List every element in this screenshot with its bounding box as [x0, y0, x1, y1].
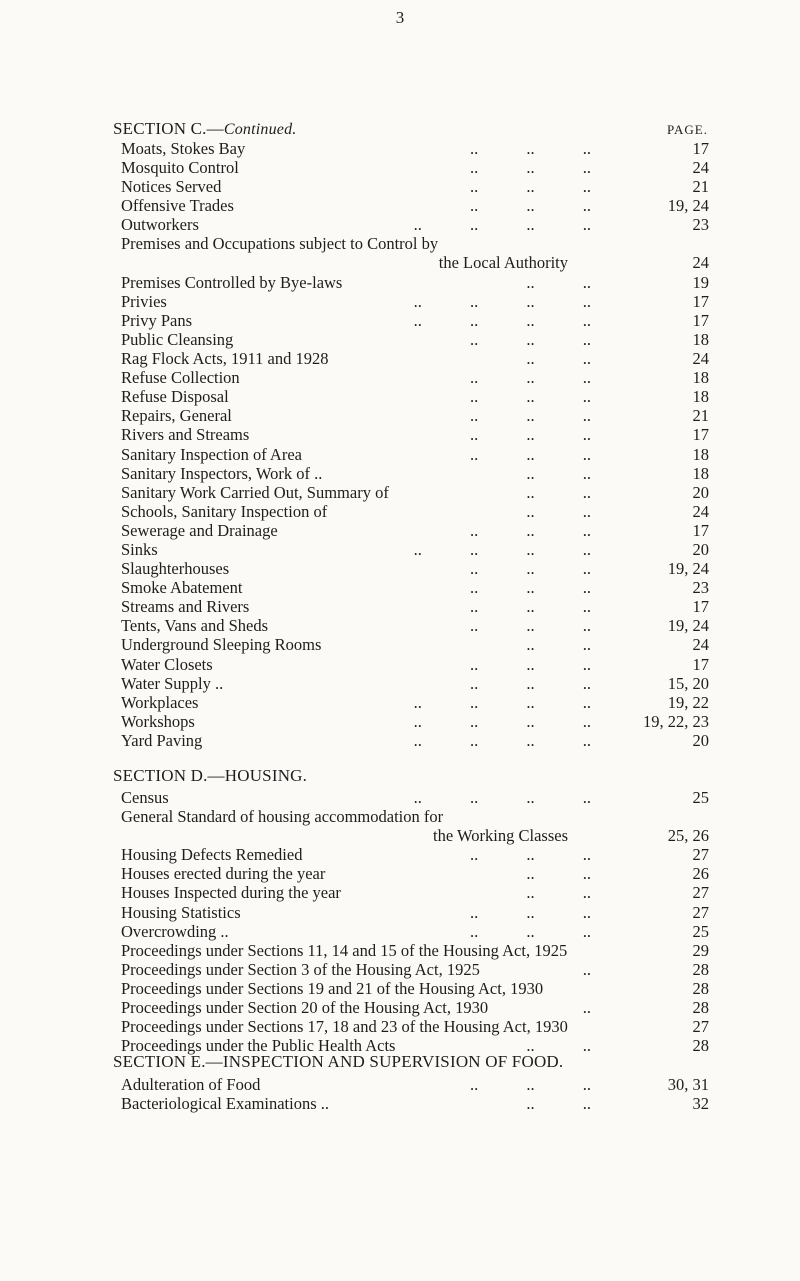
entry-pages: 19, 22 — [667, 692, 709, 712]
index-entry — [121, 807, 711, 845]
entry-pages: 17 — [692, 291, 709, 311]
entry-label: Underground Sleeping Rooms — [121, 635, 322, 655]
index-entry — [121, 1094, 711, 1113]
section-heading-main: SECTION D.—HOUSING. — [113, 766, 308, 785]
leader-dots: .. .. .. — [470, 177, 591, 197]
entry-label: Housing Statistics — [121, 902, 241, 922]
leader-dots: .. .. .. .. — [413, 711, 591, 731]
index-entry — [121, 1017, 711, 1036]
index-entry — [121, 139, 711, 158]
section-heading-main: SECTION C.— — [113, 119, 224, 138]
leader-dots: .. .. .. — [470, 368, 591, 388]
leader-dots: .. .. .. .. — [413, 788, 591, 807]
entry-label: Premises Controlled by Bye-laws — [121, 272, 343, 292]
index-entry — [121, 979, 711, 998]
entry-pages: 27 — [692, 883, 709, 903]
index-entry — [121, 425, 711, 444]
leader-dots: .. .. — [526, 272, 591, 292]
leader-dots: .. .. — [526, 1094, 591, 1114]
index-entry — [121, 158, 711, 177]
entry-label: Privies — [121, 291, 167, 311]
leader-dots: .. .. .. — [470, 139, 591, 158]
index-entry — [121, 464, 711, 483]
leader-dots: .. .. — [526, 349, 591, 369]
entry-pages: 18 — [692, 444, 709, 464]
leader-dots: .. — [582, 998, 591, 1018]
leader-dots: .. .. .. — [470, 196, 591, 216]
entry-label: Bacteriological Examinations .. — [121, 1094, 330, 1114]
leader-dots: .. .. .. .. — [413, 730, 591, 750]
entry-label: Sanitary Work Carried Out, Summary of — [121, 482, 389, 502]
entry-label: Repairs, General — [121, 406, 232, 426]
index-entry — [121, 483, 711, 502]
entry-pages: 20 — [692, 539, 709, 559]
index-entry — [121, 597, 711, 616]
entry-label: Rivers and Streams — [121, 425, 250, 445]
entry-pages: 15, 20 — [667, 673, 709, 693]
entry-label: Offensive Trades — [121, 196, 234, 216]
entry-label: Outworkers — [121, 215, 199, 235]
entry-pages: 18 — [692, 463, 709, 483]
entry-pages: 17 — [692, 310, 709, 330]
entry-label: Sanitary Inspection of Area — [121, 444, 302, 464]
leader-dots: .. .. .. — [470, 597, 591, 617]
entry-label: Proceedings under Section 20 of the Housing Act, 1930 — [121, 998, 489, 1018]
leader-dots: .. .. .. — [470, 444, 591, 464]
index-entry — [121, 368, 711, 387]
leader-dots: .. .. — [526, 482, 591, 502]
entry-pages: 25 — [692, 921, 709, 941]
entry-pages: 19, 24 — [667, 616, 709, 636]
entry-pages: 28 — [692, 1036, 709, 1056]
leader-dots: .. .. — [526, 635, 591, 655]
entry-pages: 24 — [692, 349, 709, 369]
entry-label: Schools, Sanitary Inspection of — [121, 501, 328, 521]
leader-dots: .. .. .. .. — [413, 310, 591, 330]
page-column-header: PAGE. — [666, 122, 708, 137]
entry-pages: 17 — [692, 139, 709, 158]
section-e-entries — [121, 1075, 711, 1113]
index-entry — [121, 215, 711, 234]
leader-dots: .. .. .. — [470, 902, 591, 922]
entry-pages: 25, 26 — [667, 826, 709, 846]
entry-label: Privy Pans — [121, 310, 193, 330]
index-entry — [121, 559, 711, 578]
index-entry — [121, 273, 711, 292]
index-entry — [121, 616, 711, 635]
entry-label: Mosquito Control — [121, 158, 239, 178]
entry-pages: 23 — [692, 215, 709, 235]
entry-label-continued: the Local Authority — [438, 253, 568, 273]
index-entry — [121, 731, 711, 750]
entry-pages: 19, 22, 23 — [643, 711, 709, 731]
entry-label: Proceedings under Sections 19 and 21 of the Housing Act, 1930 — [121, 978, 544, 998]
index-entry — [121, 330, 711, 349]
index-entry — [121, 177, 711, 196]
leader-dots: .. .. .. .. — [413, 539, 591, 559]
entry-label: Adulteration of Food — [121, 1075, 261, 1094]
leader-dots: .. .. .. — [470, 158, 591, 178]
section-d-heading — [113, 766, 307, 786]
entry-pages: 27 — [692, 845, 709, 865]
entry-pages: 25 — [692, 788, 709, 807]
entry-label: Yard Paving — [121, 730, 203, 750]
entry-label-continued: the Working Classes — [433, 826, 568, 846]
index-entry — [121, 655, 711, 674]
entry-label: Census — [121, 788, 169, 807]
index-entry — [121, 922, 711, 941]
leader-dots: .. .. .. — [470, 845, 591, 865]
index-entry — [121, 292, 711, 311]
index-entry — [121, 903, 711, 922]
entry-pages: 29 — [692, 940, 709, 960]
entry-pages: 21 — [692, 406, 709, 426]
entry-label: Workshops — [121, 711, 195, 731]
entry-pages: 27 — [692, 902, 709, 922]
entry-label: Premises and Occupations subject to Control by — [121, 234, 439, 254]
entry-pages: 18 — [692, 329, 709, 349]
index-entry — [121, 674, 711, 693]
index-entry — [121, 349, 711, 368]
leader-dots: .. .. .. .. — [413, 291, 591, 311]
leader-dots: .. .. .. — [470, 654, 591, 674]
index-entry — [121, 311, 711, 330]
index-entry — [121, 864, 711, 883]
section-heading-italic: Continued. — [223, 121, 297, 138]
index-entry — [121, 1075, 711, 1094]
index-entry — [121, 445, 711, 464]
entry-pages: 18 — [692, 387, 709, 407]
entry-pages: 19 — [692, 272, 709, 292]
index-entry — [121, 693, 711, 712]
entry-pages: 21 — [692, 177, 709, 197]
index-entry — [121, 788, 711, 807]
entry-label: Water Closets — [121, 654, 213, 674]
leader-dots: .. .. .. — [470, 406, 591, 426]
entry-pages: 19, 24 — [667, 559, 709, 579]
index-entry — [121, 998, 711, 1017]
index-entry — [121, 387, 711, 406]
entry-pages: 28 — [692, 998, 709, 1018]
entry-label: Housing Defects Remedied — [121, 845, 303, 865]
entry-label: Houses erected during the year — [121, 864, 326, 884]
entry-pages: 28 — [692, 959, 709, 979]
entry-label: Sewerage and Drainage — [121, 520, 278, 540]
leader-dots: .. .. — [526, 864, 591, 884]
entry-pages: 24 — [692, 635, 709, 655]
leader-dots: .. .. .. — [470, 578, 591, 598]
entry-label: Proceedings under Sections 17, 18 and 23 of the Housing Act, 1930 — [121, 1017, 568, 1037]
entry-pages: 17 — [692, 520, 709, 540]
leader-dots: .. .. .. — [470, 559, 591, 579]
entry-label: Proceedings under Section 3 of the Housing Act, 1925 — [121, 959, 480, 979]
entry-pages: 26 — [692, 864, 709, 884]
leader-dots: .. .. — [526, 501, 591, 521]
entry-pages: 24 — [692, 501, 709, 521]
leader-dots: .. .. .. .. — [413, 692, 591, 712]
entry-pages: 19, 24 — [667, 196, 709, 216]
entry-pages: 23 — [692, 578, 709, 598]
entry-label: Houses Inspected during the year — [121, 883, 341, 903]
entry-label: Notices Served — [121, 177, 222, 197]
entry-pages: 20 — [692, 482, 709, 502]
entry-label: Proceedings under the Public Health Acts — [121, 1036, 396, 1056]
entry-label: Tents, Vans and Sheds — [121, 616, 269, 636]
entry-label: Water Supply .. — [121, 673, 224, 693]
entry-label: General Standard of housing accommodation for — [121, 807, 444, 827]
index-entry — [121, 712, 711, 731]
leader-dots: .. .. .. .. — [413, 215, 591, 235]
entry-pages: 27 — [692, 1017, 709, 1037]
leader-dots: .. .. .. — [470, 387, 591, 407]
entry-label: Public Cleansing — [121, 329, 234, 349]
entry-label: Streams and Rivers — [121, 597, 250, 617]
section-c-heading — [113, 119, 297, 139]
entry-pages: 30, 31 — [667, 1075, 709, 1094]
entry-label: Smoke Abatement — [121, 578, 243, 598]
entry-label: Sinks — [121, 539, 158, 559]
leader-dots: .. .. .. — [470, 616, 591, 636]
leader-dots: .. .. — [526, 883, 591, 903]
index-entry — [121, 502, 711, 521]
leader-dots: .. .. .. — [470, 520, 591, 540]
index-entry — [121, 941, 711, 960]
entry-pages: 17 — [692, 654, 709, 674]
leader-dots: .. .. — [526, 463, 591, 483]
entry-label: Proceedings under Sections 11, 14 and 15 of the Housing Act, 1925 — [121, 940, 568, 960]
entry-label: Workplaces — [121, 692, 199, 712]
leader-dots: .. .. — [526, 1036, 591, 1056]
entry-pages: 17 — [692, 425, 709, 445]
entry-label: Moats, Stokes Bay — [121, 139, 246, 158]
leader-dots: .. .. .. — [470, 673, 591, 693]
page-number: 3 — [395, 8, 405, 27]
entry-pages: 17 — [692, 597, 709, 617]
leader-dots: .. .. .. — [470, 329, 591, 349]
entry-label: Refuse Disposal — [121, 387, 229, 407]
index-entry — [121, 883, 711, 902]
index-entry — [121, 578, 711, 597]
leader-dots: .. — [582, 959, 591, 979]
entry-pages: 32 — [692, 1094, 709, 1114]
leader-dots: .. .. .. — [470, 921, 591, 941]
entry-label: Rag Flock Acts, 1911 and 1928 — [121, 349, 329, 369]
entry-label: Refuse Collection — [121, 368, 240, 388]
leader-dots: .. .. .. — [470, 425, 591, 445]
entry-pages: 28 — [692, 978, 709, 998]
index-entry — [121, 521, 711, 540]
entry-pages: 24 — [692, 158, 709, 178]
section-c-entries — [121, 139, 711, 750]
index-entry — [121, 540, 711, 559]
section-e-heading — [113, 1052, 563, 1072]
entry-label: Sanitary Inspectors, Work of .. — [121, 463, 323, 483]
leader-dots: .. .. .. — [470, 1075, 591, 1094]
index-entry — [121, 635, 711, 654]
index-entry — [121, 196, 711, 215]
index-entry — [121, 845, 711, 864]
section-heading-main: SECTION E.—INSPECTION AND SUPERVISION OF FOOD. — [113, 1052, 564, 1071]
entry-label: Slaughterhouses — [121, 559, 230, 579]
entry-pages: 18 — [692, 368, 709, 388]
entry-label: Overcrowding .. — [121, 921, 229, 941]
entry-pages: 24 — [692, 253, 709, 273]
index-entry — [121, 406, 711, 425]
index-entry — [121, 960, 711, 979]
index-entry — [121, 234, 711, 272]
section-d-entries — [121, 788, 711, 1055]
entry-pages: 20 — [692, 730, 709, 750]
